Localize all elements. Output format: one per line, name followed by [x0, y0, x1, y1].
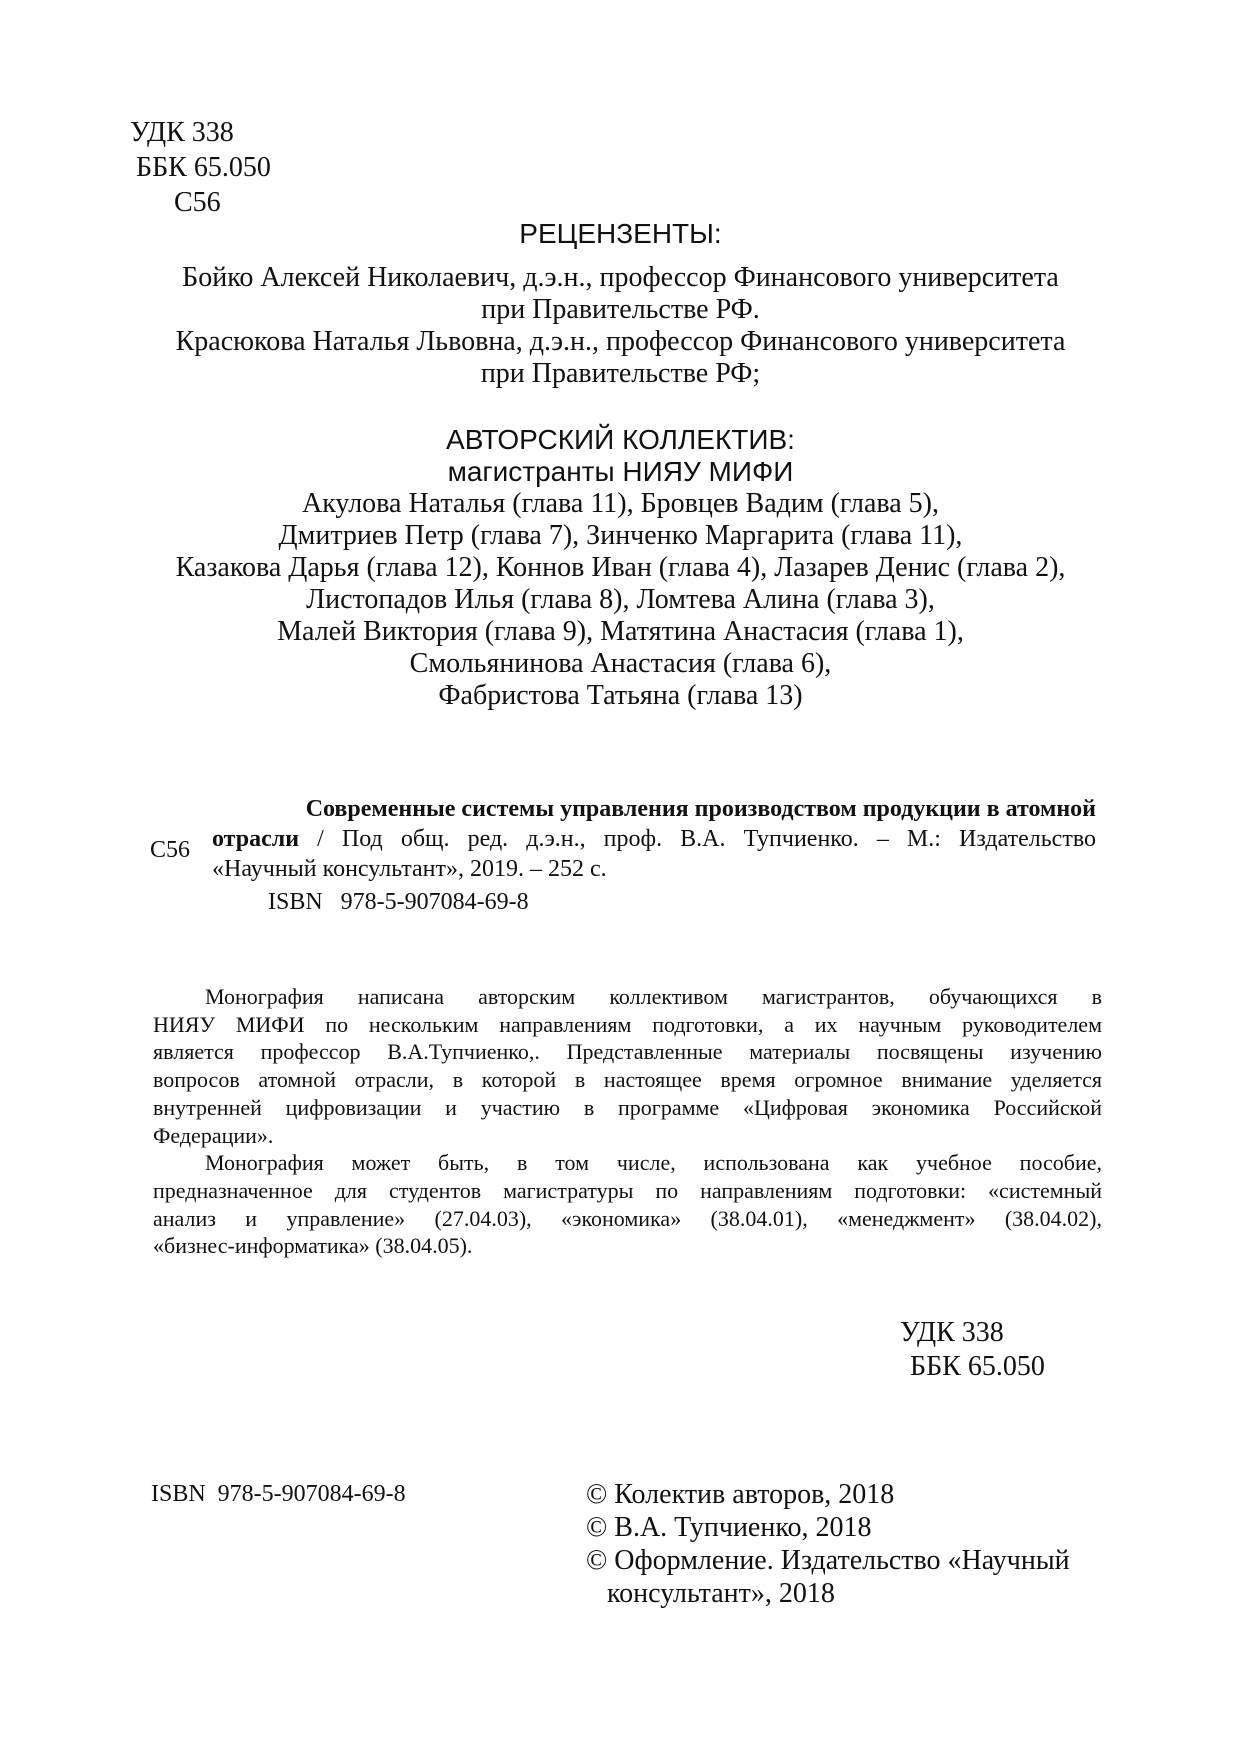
reviewer-line: Красюкова Наталья Львовна, д.э.н., профессор Финансового университета	[175, 326, 1066, 357]
annotation-line: предназначенное для студентов магистратуры по направлениям подготовки: «системный	[153, 1177, 1102, 1203]
annotation-paragraph-2	[153, 1149, 1102, 1260]
annotation-line: Монография написана авторским коллективом магистрантов, обучающихся в	[205, 984, 1102, 1009]
author-line: Смольянинова Анастасия (глава 6),	[409, 648, 832, 679]
copyright-line: © Колектив авторов, 2018	[586, 1479, 895, 1510]
annotation	[153, 983, 1102, 1260]
reviewers-list	[0, 262, 1241, 390]
book-title-part2: отрасли	[212, 826, 300, 852]
author-line: Дмитриев Петр (глава 7), Зинченко Маргарита (глава 11),	[278, 520, 963, 551]
bib-line-2	[212, 824, 1096, 854]
authors-heading	[0, 424, 1241, 456]
bib-line-1	[212, 794, 1096, 824]
author-line: Фабристова Татьяна (глава 13)	[438, 680, 803, 711]
reviewers-heading-text: РЕЦЕНЗЕНТЫ:	[519, 218, 722, 249]
classification-codes-bottom	[900, 1316, 1045, 1384]
annotation-line: «бизнес-информатика» (38.04.05).	[153, 1233, 473, 1259]
book-title-part1: Современные системы управления производством продукции в атомной	[305, 796, 1096, 822]
bib-line-3: «Научный консультант», 2019. – 252 с.	[212, 856, 607, 882]
copyright-line: консультант», 2018	[586, 1578, 835, 1609]
isbn-record: ISBN 978-5-907084-69-8	[268, 889, 529, 915]
bibliographic-record	[212, 794, 1096, 884]
bib-editor-publisher: / Под общ. ред. д.э.н., проф. В.А. Тупчиенко. – М.: Издательство	[299, 826, 1096, 852]
author-line: Малей Виктория (глава 9), Матятина Анастасия (глава 1),	[277, 616, 964, 647]
authors-heading-text: АВТОРСКИЙ КОЛЛЕКТИВ:	[446, 424, 795, 455]
copyright-line: © Оформление. Издательство «Научный	[586, 1545, 1070, 1576]
author-sign: С56	[174, 187, 221, 218]
annotation-paragraph-1	[153, 983, 1102, 1149]
annotation-line: НИЯУ МИФИ по нескольким направлениям подготовки, а их научным руководителем	[153, 1011, 1102, 1037]
reviewer-line: при Правительстве РФ.	[481, 294, 760, 325]
annotation-line: является профессор В.А.Тупчиенко,. Представленные материалы посвящены изучению	[153, 1039, 1102, 1065]
annotation-line: Федерации».	[153, 1122, 274, 1148]
bbk-code-bottom: ББК 65.050	[910, 1351, 1045, 1382]
authors-list	[0, 456, 1241, 712]
reviewer-line: Бойко Алексей Николаевич, д.э.н., профессор Финансового университета	[182, 262, 1059, 293]
author-line: Листопадов Илья (глава 8), Ломтева Алина (глава 3),	[306, 584, 935, 615]
author-line: Казакова Дарья (глава 12), Коннов Иван (глава 4), Лазарев Денис (глава 2),	[175, 552, 1066, 583]
copyright-line: © В.А. Тупчиенко, 2018	[586, 1512, 872, 1543]
annotation-line: внутренней цифровизации и участию в программе «Цифровая экономика Российской	[153, 1094, 1102, 1120]
annotation-line: Монография может быть, в том числе, использована как учебное пособие,	[205, 1150, 1102, 1176]
classification-codes-top	[130, 115, 271, 220]
isbn-footer: ISBN 978-5-907084-69-8	[151, 1481, 406, 1507]
bbk-code: ББК 65.050	[136, 152, 271, 183]
udk-code-bottom: УДК 338	[900, 1317, 1004, 1348]
reviewers-heading	[0, 217, 1241, 251]
annotation-line: вопросов атомной отрасли, в которой в настоящее время огромное внимание уделяется	[153, 1067, 1102, 1093]
catalog-code: С56	[150, 837, 191, 863]
udk-code: УДК 338	[130, 117, 234, 148]
authors-subtitle: магистранты НИЯУ МИФИ	[447, 456, 794, 487]
reviewer-line: при Правительстве РФ;	[480, 358, 761, 389]
author-line: Акулова Наталья (глава 11), Бровцев Вадим (глава 5),	[302, 488, 939, 519]
copyright-block	[586, 1478, 1070, 1610]
annotation-line: анализ и управление» (27.04.03), «экономика» (38.04.01), «менеджмент» (38.04.02),	[153, 1205, 1102, 1231]
